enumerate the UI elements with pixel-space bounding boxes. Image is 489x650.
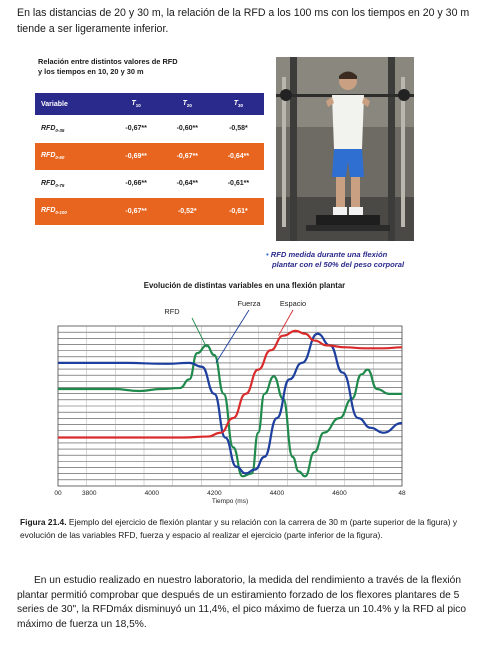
figure-label: Figura 21.4. xyxy=(20,517,67,527)
table-title-line2: y los tiempos en 10, 20 y 30 m xyxy=(38,67,144,76)
x-tick-label: 4400 xyxy=(269,490,285,497)
plantar-flexion-illustration xyxy=(276,57,414,241)
x-axis-label: Tiempo (ms) xyxy=(211,498,249,505)
table-header-row xyxy=(35,93,264,115)
table-title-line1: Relación entre distintos valores de RFD xyxy=(38,57,178,66)
x-tick-label: 48 xyxy=(398,490,406,497)
cell-t10: -0,67** xyxy=(111,115,162,143)
cell-t30: -0,58* xyxy=(213,115,264,143)
header-variable: Variable xyxy=(35,93,111,115)
table-title xyxy=(38,57,238,77)
cell-t20: -0,64** xyxy=(162,170,213,198)
photo-caption xyxy=(266,250,446,270)
chart-title: Evolución de distintas variables en una flexión plantar xyxy=(143,281,346,290)
intro-paragraph: En las distancias de 20 y 30 m, la relación de la RFD a los 100 ms con los tiempos en 20 y 30 m tiende a ser ligeramente inferior. xyxy=(17,7,470,35)
table-row xyxy=(35,170,264,198)
row-variable: $RFD_{0-75}$ xyxy=(35,170,111,198)
cell-t10: -0,66** xyxy=(111,170,162,198)
x-tick-label: 4600 xyxy=(332,490,347,497)
table-row xyxy=(35,198,264,226)
x-tick-label: 3800 xyxy=(82,490,97,497)
line-chart xyxy=(50,296,410,504)
header-t30: $T_{30}$ xyxy=(213,93,264,115)
row-variable: $RFD_{0-50}$ xyxy=(35,143,111,171)
rfd-correlation-table xyxy=(35,93,264,225)
cell-t20: -0,67** xyxy=(162,143,213,171)
x-tick-label: 4000 xyxy=(144,490,160,497)
photo-caption-line1: • RFD medida durante una flexión xyxy=(266,250,388,259)
header-t10: $T_{10}$ xyxy=(111,93,162,115)
cell-t30: -0,61** xyxy=(213,170,264,198)
closing-paragraph: En un estudio realizado en nuestro laboratorio, la medida del rendimiento a través de la flexión plantar permitió comprobar que después de un estiramiento forzado de los flexores plantares de 5 series de 30", la RFDmáx disminuyó un 11,4%, el pico máximo de fuerza un 10.4% y la RFD al pico máximo de fuerza un 18,5%. xyxy=(17,575,467,630)
table-row xyxy=(35,115,264,143)
annotation-label-fuerza: Fuerza xyxy=(237,299,261,308)
exercise-photo xyxy=(276,57,414,241)
cell-t10: -0,69** xyxy=(111,143,162,171)
cell-t20: -0,60** xyxy=(162,115,213,143)
annotation-label-rfd: RFD xyxy=(164,307,180,316)
table-row xyxy=(35,143,264,171)
photo-caption-line2: plantar con el 50% del peso corporal xyxy=(272,260,405,269)
cell-t30: -0,61* xyxy=(213,198,264,226)
annotation-label-espacio: Espacio xyxy=(279,299,307,308)
cell-t30: -0,64** xyxy=(213,143,264,171)
header-t20: $T_{20}$ xyxy=(162,93,213,115)
row-variable: $RFD_{0-100}$ xyxy=(35,198,111,226)
cell-t10: -0,67** xyxy=(111,198,162,226)
chart-svg xyxy=(50,296,410,504)
cell-t20: -0,52* xyxy=(162,198,213,226)
figure-caption-text: Ejemplo del ejercicio de flexión plantar y su relación con la carrera de 30 m (parte superior de la figura) y evolución de las variables RFD, fuerza y espacio al realizar el ejercicio (parte inferior de la figura). xyxy=(20,517,458,540)
x-tick-label: 4200 xyxy=(207,490,222,497)
row-variable: $RFD_{0-35}$ xyxy=(35,115,111,143)
figure-caption xyxy=(20,516,472,541)
x-tick-label: 00 xyxy=(54,490,62,497)
